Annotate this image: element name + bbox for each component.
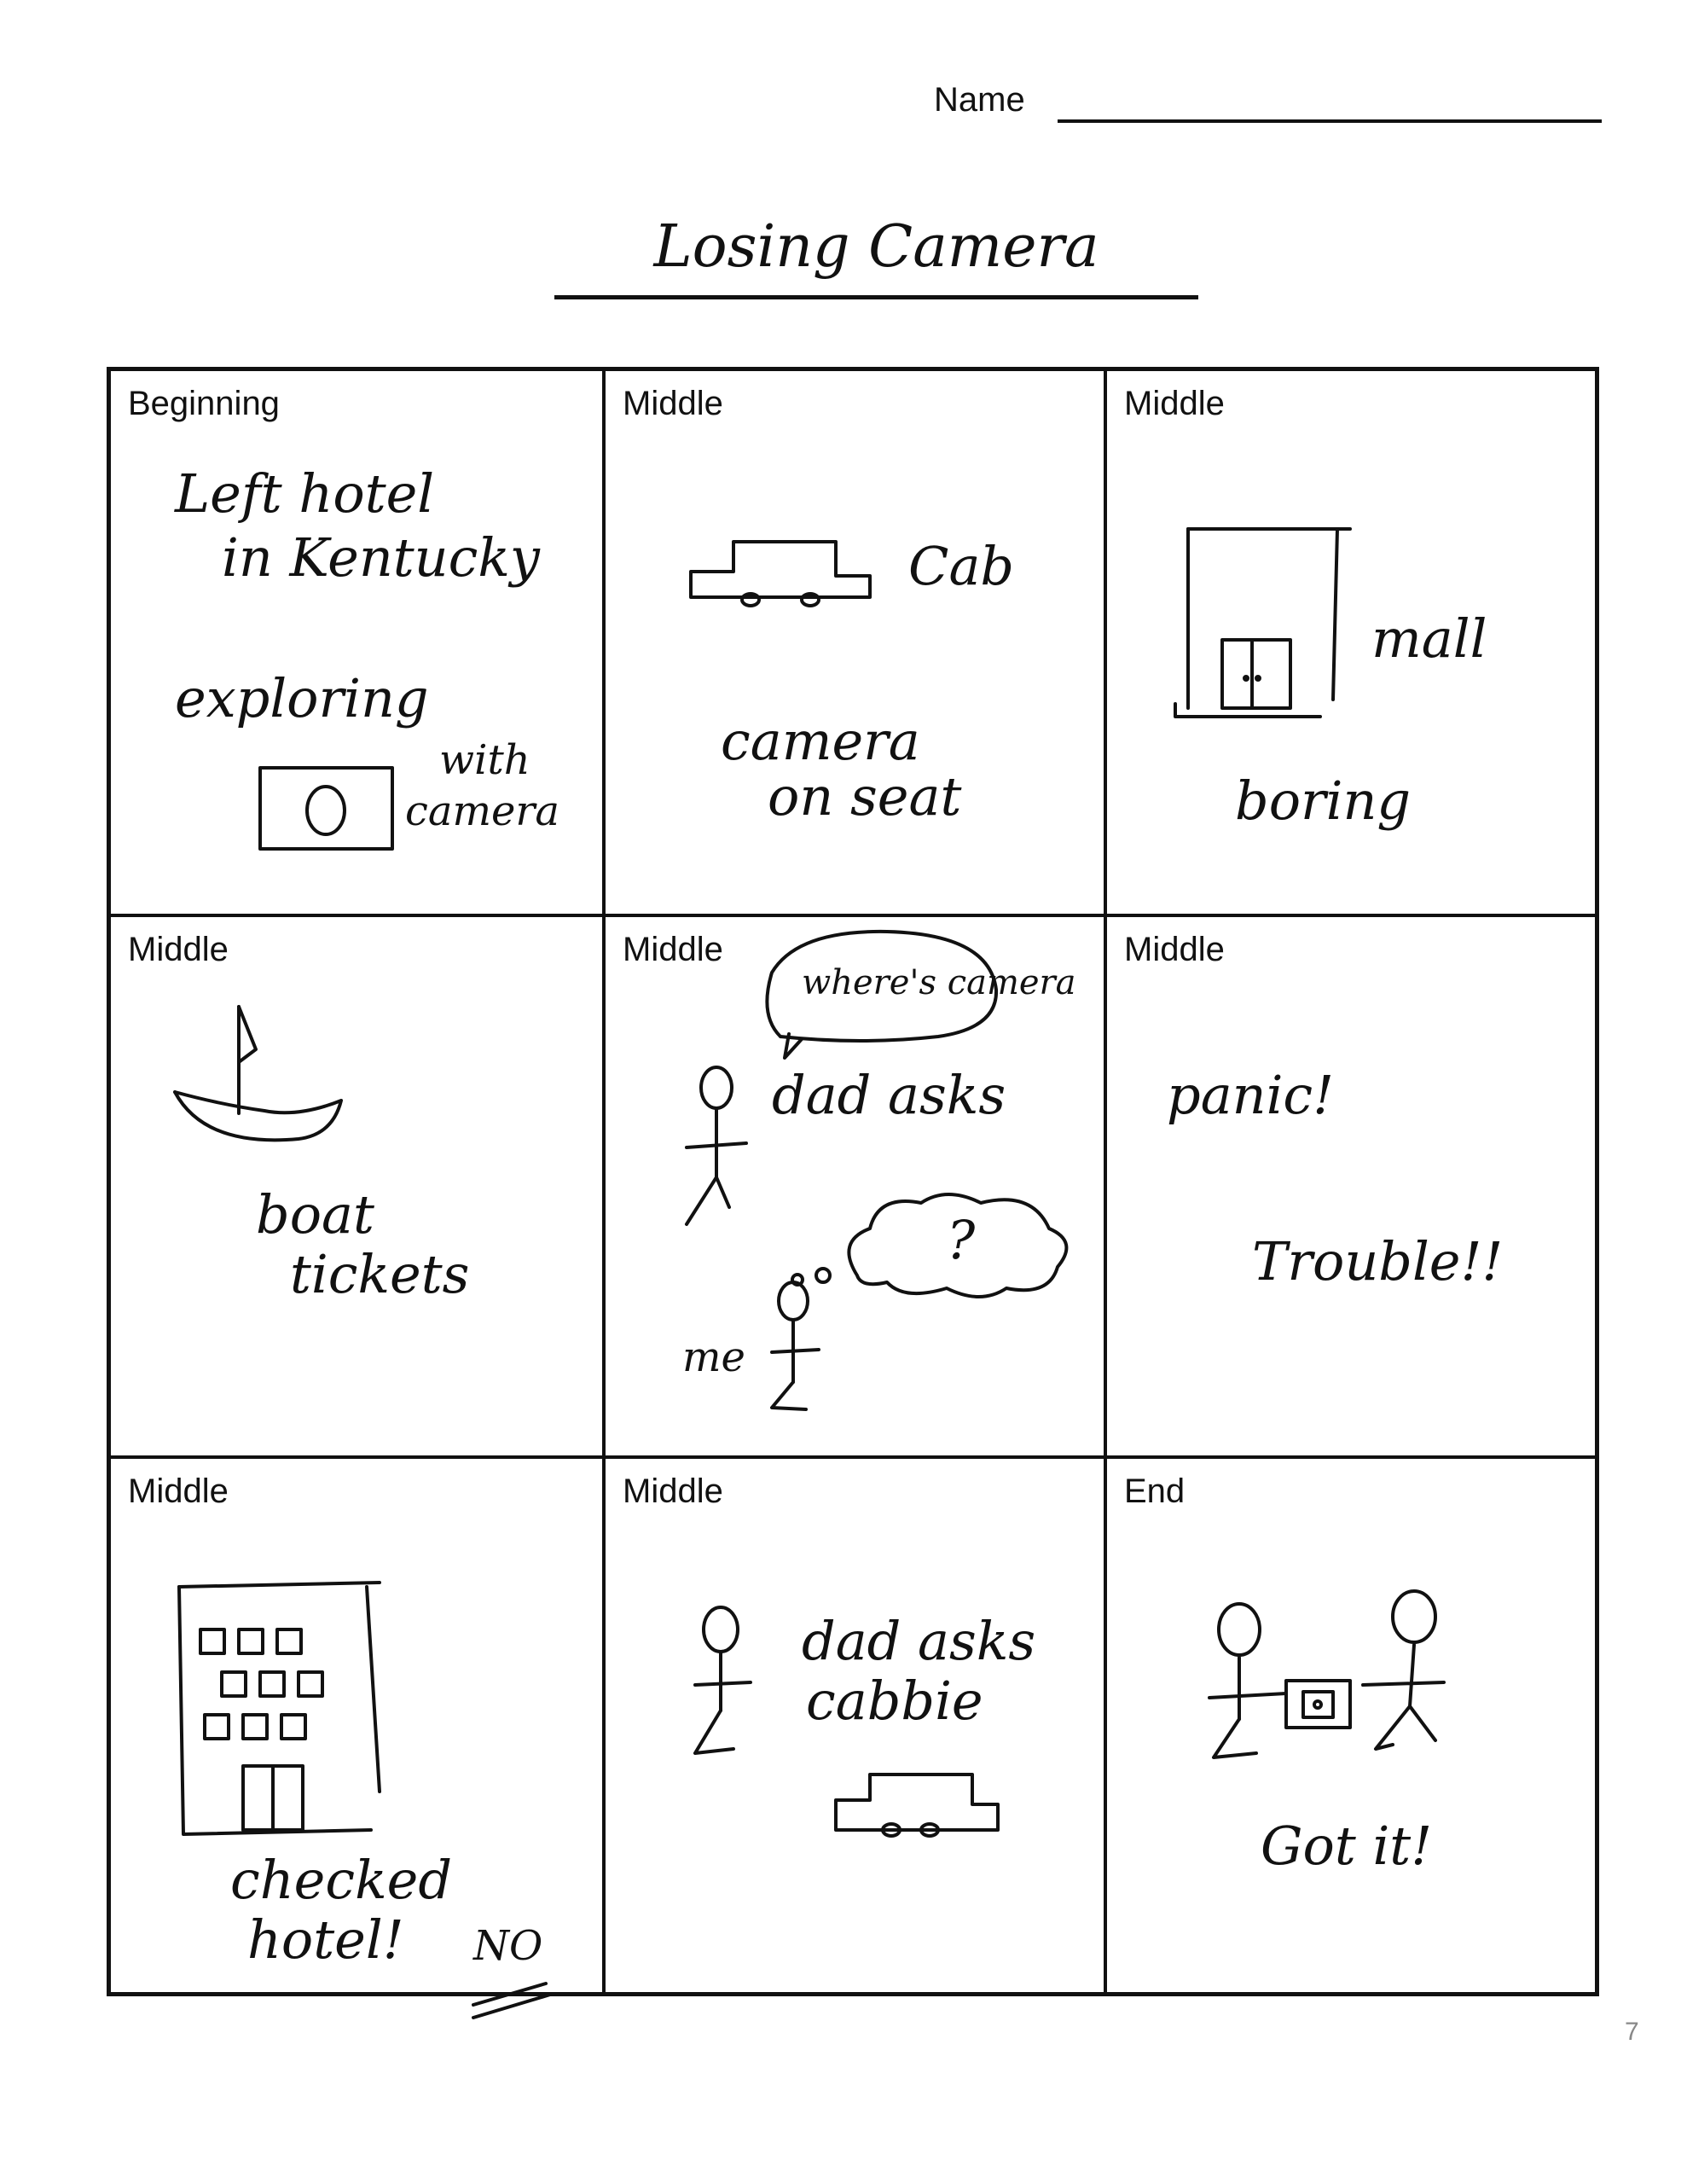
panel-label: Middle — [128, 931, 229, 968]
underline-mark — [469, 1979, 554, 2022]
handwritten-text: me — [682, 1333, 745, 1381]
handwritten-text: panic! — [1167, 1064, 1335, 1126]
panel-label: Middle — [623, 385, 723, 422]
panel-5 — [606, 917, 1107, 1459]
handwritten-text: dad asks — [772, 1064, 1006, 1126]
handwritten-text: tickets — [290, 1243, 470, 1305]
handwritten-text: camera — [405, 787, 559, 835]
handwritten-text: NO — [473, 1922, 543, 1970]
handwritten-text: on seat — [768, 765, 962, 828]
stick-figure-me-icon — [763, 1280, 832, 1425]
handwritten-text: where's camera — [802, 963, 1076, 1002]
handwritten-text: cabbie — [806, 1670, 983, 1732]
handwritten-text: ? — [947, 1209, 976, 1271]
handwritten-text: checked — [230, 1849, 453, 1911]
handwritten-text: with — [439, 736, 530, 784]
stick-figure-right-icon — [1354, 1587, 1448, 1757]
cab-drawing-icon — [687, 525, 883, 610]
panel-label: Middle — [1124, 385, 1225, 422]
panel-8 — [606, 1459, 1107, 1992]
handwritten-text: Left hotel — [175, 462, 435, 525]
hotel-building-icon — [175, 1578, 380, 1843]
mall-drawing-icon — [1171, 525, 1367, 721]
name-label: Name — [934, 81, 1025, 119]
panel-6 — [1107, 917, 1595, 1459]
handwritten-text: hotel! — [247, 1908, 404, 1971]
cab-drawing-icon — [832, 1757, 1011, 1843]
stick-figure-left-icon — [1205, 1600, 1290, 1762]
handwritten-text: Cab — [908, 535, 1015, 597]
panel-1 — [111, 371, 606, 917]
handwritten-text: camera — [721, 710, 920, 772]
stick-figure-dad-icon — [687, 1604, 763, 1757]
panel-label: Middle — [623, 1472, 723, 1510]
panel-3 — [1107, 371, 1595, 917]
handwritten-text: exploring — [175, 667, 429, 729]
story-grid — [107, 367, 1599, 1996]
title-underline — [554, 295, 1198, 299]
panel-label: Middle — [128, 1472, 229, 1510]
panel-label: Middle — [623, 931, 723, 968]
handwritten-text: boat — [256, 1183, 374, 1246]
handwritten-text: Trouble!! — [1252, 1230, 1504, 1292]
panel-label: End — [1124, 1472, 1186, 1510]
camera-drawing-icon — [1282, 1676, 1359, 1736]
handwritten-text: in Kentucky — [222, 526, 540, 589]
handwritten-text: dad asks — [802, 1610, 1036, 1672]
camera-drawing-icon — [256, 764, 401, 857]
stick-figure-dad-icon — [678, 1066, 755, 1228]
boat-drawing-icon — [171, 998, 358, 1152]
panel-4 — [111, 917, 606, 1459]
panel-9 — [1107, 1459, 1595, 1992]
name-line — [1058, 119, 1602, 123]
handwritten-text: Got it! — [1261, 1815, 1433, 1877]
panel-7 — [111, 1459, 606, 1992]
panel-2 — [606, 371, 1107, 917]
handwritten-text: mall — [1371, 607, 1487, 670]
panel-label: Middle — [1124, 931, 1225, 968]
worksheet-title: Losing Camera — [653, 213, 1099, 281]
panel-label: Beginning — [128, 385, 280, 422]
handwritten-text: boring — [1235, 770, 1412, 832]
page-number: 7 — [1625, 2018, 1639, 2046]
